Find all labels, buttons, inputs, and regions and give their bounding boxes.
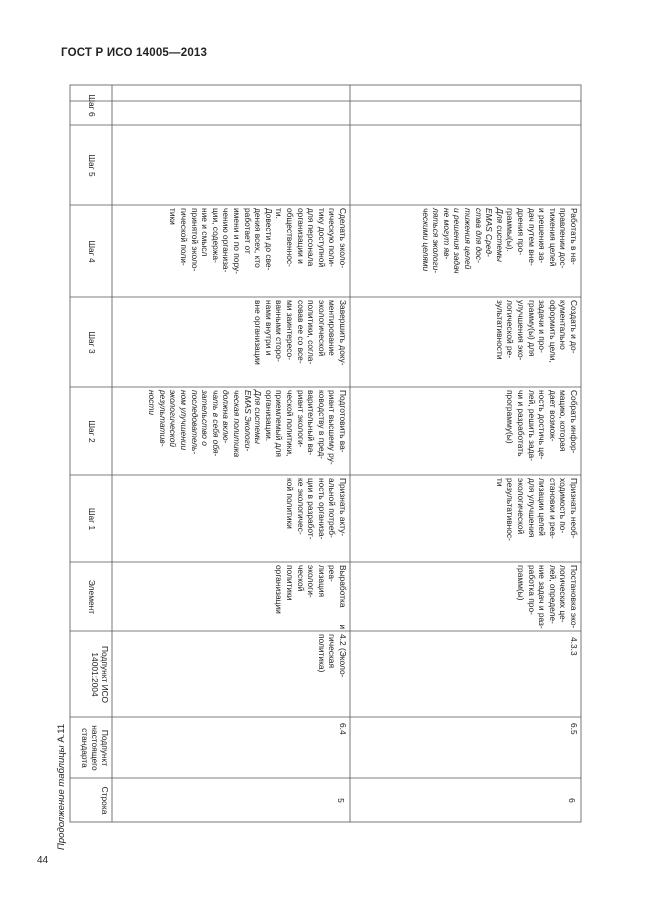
header-step1: Шаг 1 <box>87 507 97 531</box>
header-step3: Шаг 3 <box>87 331 97 354</box>
row5-step6 <box>112 85 350 125</box>
row5-step2-emas-note: Для системы EMAS Экологи- ческая политика должна вклю- чать в себя обя- зательство о последователь- ном улучшении экологической результатив- ности <box>147 390 264 458</box>
row6-number: 6 <box>567 798 577 803</box>
row6-step4-emas-note: Для системы EMAS Сред- ства для дос- тижения целей и решения задач не могут яв- ляться экологи- ческими целями <box>420 208 505 274</box>
row5-element: Выработка и реа- лизация экологи- ческой политики организации <box>274 565 348 629</box>
header-iso-clause: Подпункт ИСО 14001:2004 <box>90 645 110 704</box>
row5-step3: Завершить доку- ментирование экологической политики, согла- совав ее со все- ми заинтересо- ванными сторо- нами внутри и вне организации <box>253 300 348 366</box>
row5-iso-clause: 4.2 (Эколо- гическая политика) <box>316 634 348 678</box>
header-step2: Шаг 2 <box>87 420 97 443</box>
header-element: Элемент <box>87 579 97 615</box>
row5-step5 <box>112 125 350 205</box>
row5-step4: Сделать эколо- гическую поли- тику доступной для персонала организации и общественнос- ти. Довести до све- дения всех, кто работает от имени и по пору- чению организа- ции, содержа- ние и смысл принятой эколо- гической поли- тики <box>168 208 348 274</box>
row5-step2 <box>112 387 350 475</box>
row5-step2-text: Подготовить ва- риант высшему ру- ководству в пред- варительный ва- риант экологи- ческой политики, приемлемый для организации. <box>263 390 348 465</box>
header-clause: Подпункт настоящего стандарта <box>80 725 110 771</box>
header-step4: Шаг 4 <box>87 240 97 263</box>
caption-prefix: Продолжение таблицы <box>56 745 67 850</box>
row5-number: 5 <box>336 798 346 803</box>
document-header: ГОСТ Р ИСО 14005—2013 <box>61 47 208 59</box>
row6-step6 <box>350 85 581 125</box>
header-row-number: Строка <box>100 786 110 815</box>
row6-iso-clause: 4.3.3 <box>569 637 579 656</box>
row6-step4-text: Работать в на- правлении дос- тижения целей и решения за- дач путем вне- дрения про- граммы(ы). <box>505 208 579 269</box>
header-step5: Шаг 5 <box>87 154 97 177</box>
header-step6: Шаг 6 <box>87 94 97 117</box>
row6-step3: Создать и до- кументально оформить цели, задачи и про- грамму(ы) для улучшения эко- логической ре- зультативности <box>494 300 579 363</box>
row6-element: Постановка эко- логических це- лей, определе- ние задач и раз- работка про- грамм(ы) <box>516 565 579 629</box>
row5-step1: Признать акту- альной потреб- ность организа- ции в разработ- ке экологичес- кой политики <box>285 478 348 540</box>
row5-clause: 6.4 <box>338 723 348 735</box>
row6-step4 <box>350 205 581 297</box>
row6-step1: Признать необ- ходимость по- становки и реа- лизации целей для улучшения экологической результативнос- ти <box>494 478 579 541</box>
row6-clause: 6.5 <box>569 723 579 735</box>
row6-step2: Собрать инфор- мацию, которая дает возмож- ность достичь це- лей, решить зада- чи и разработать программу(ы) <box>505 390 579 461</box>
page-number: 44 <box>37 855 49 866</box>
caption-table-ref: А.11 <box>56 723 67 743</box>
row6-step5 <box>350 125 581 205</box>
